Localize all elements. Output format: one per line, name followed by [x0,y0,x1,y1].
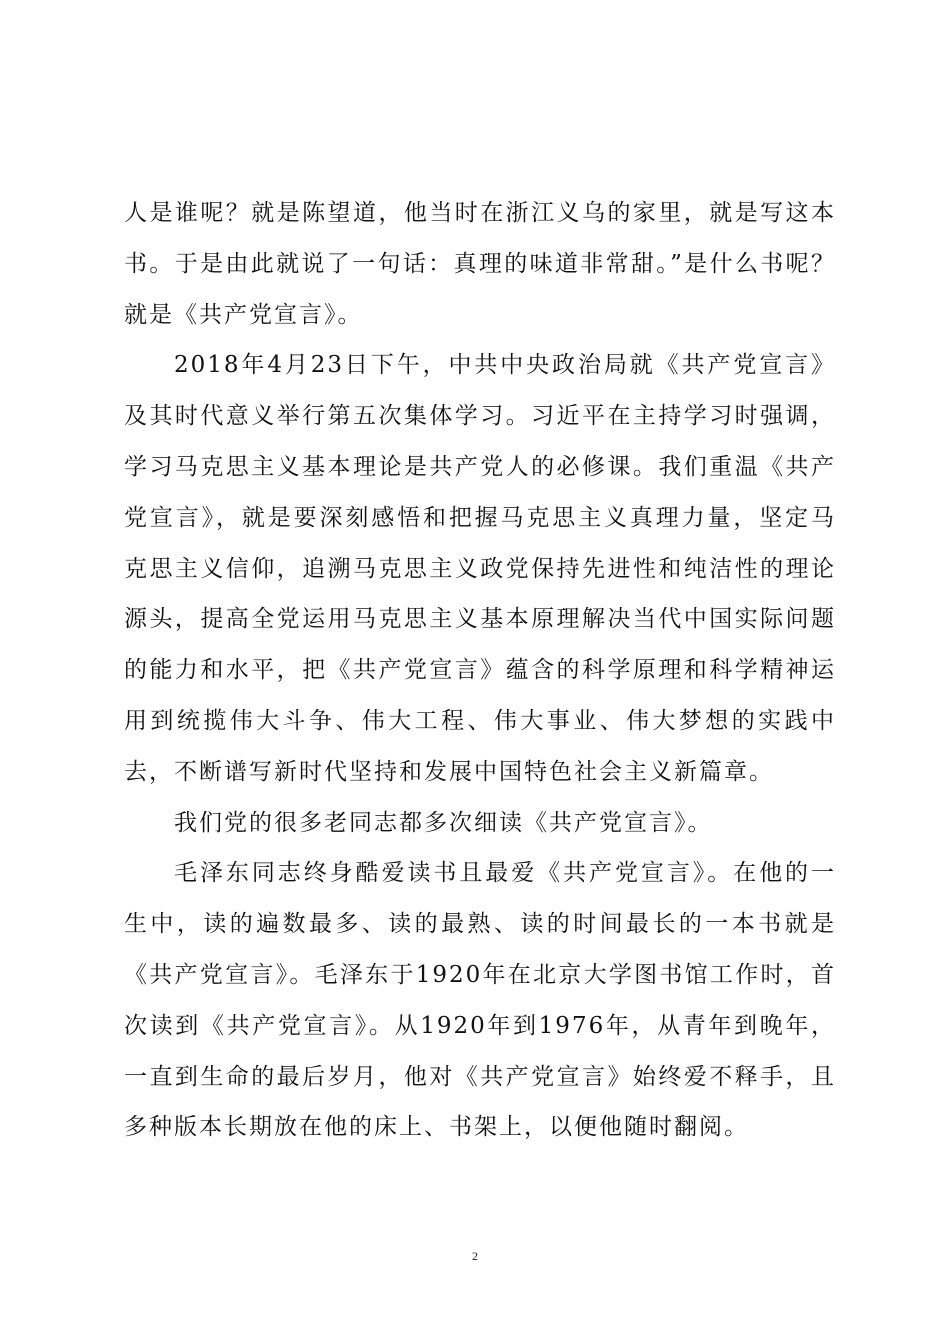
paragraph-1: 人是谁呢？就是陈望道，他当时在浙江义乌的家里，就是写这本书。于是由此就说了一句话：真理的味道非常甜。”是什么书呢？就是《共产党宣言》。 [124,200,836,328]
paragraph-3: 我们党的很多老同志都多次细读《共产党宣言》。 [174,809,713,836]
body-text [124,188,836,1153]
paragraph-2: 2018年4月23日下午，中共中央政治局就《共产党宣言》及其时代意义举行第五次集体学习。习近平在主持学习时强调，学习马克思主义基本理论是共产党人的必修课。我们重温《共产党宣言》，就是要深刻感悟和把握马克思主义真理力量，坚定马克思主义信仰，追溯马克思主义政党保持先进性和纯洁性的理论源头，提高全党运用马克思主义基本原理解决当代中国实际问题的能力和水平，把《共产党宣言》蕴含的科学原理和科学精神运用到统揽伟大斗争、伟大工程、伟大事业、伟大梦想的实践中去，不断谱写新时代坚持和发展中国特色社会主义新篇章。 [124,352,836,785]
paragraph-4: 毛泽东同志终身酷爱读书且最爱《共产党宣言》。在他的一生中，读的遍数最多、读的最熟、读的时间最长的一本书就是《共产党宣言》。毛泽东于1920年在北京大学图书馆工作时，首次读到《共产党宣言》。从1920年到1976年，从青年到晚年，一直到生命的最后岁月，他对《共产党宣言》始终爱不释手，且多种版本长期放在他的床上、书架上，以便他随时翻阅。 [124,860,836,1141]
page-number: 2 [472,1249,478,1263]
